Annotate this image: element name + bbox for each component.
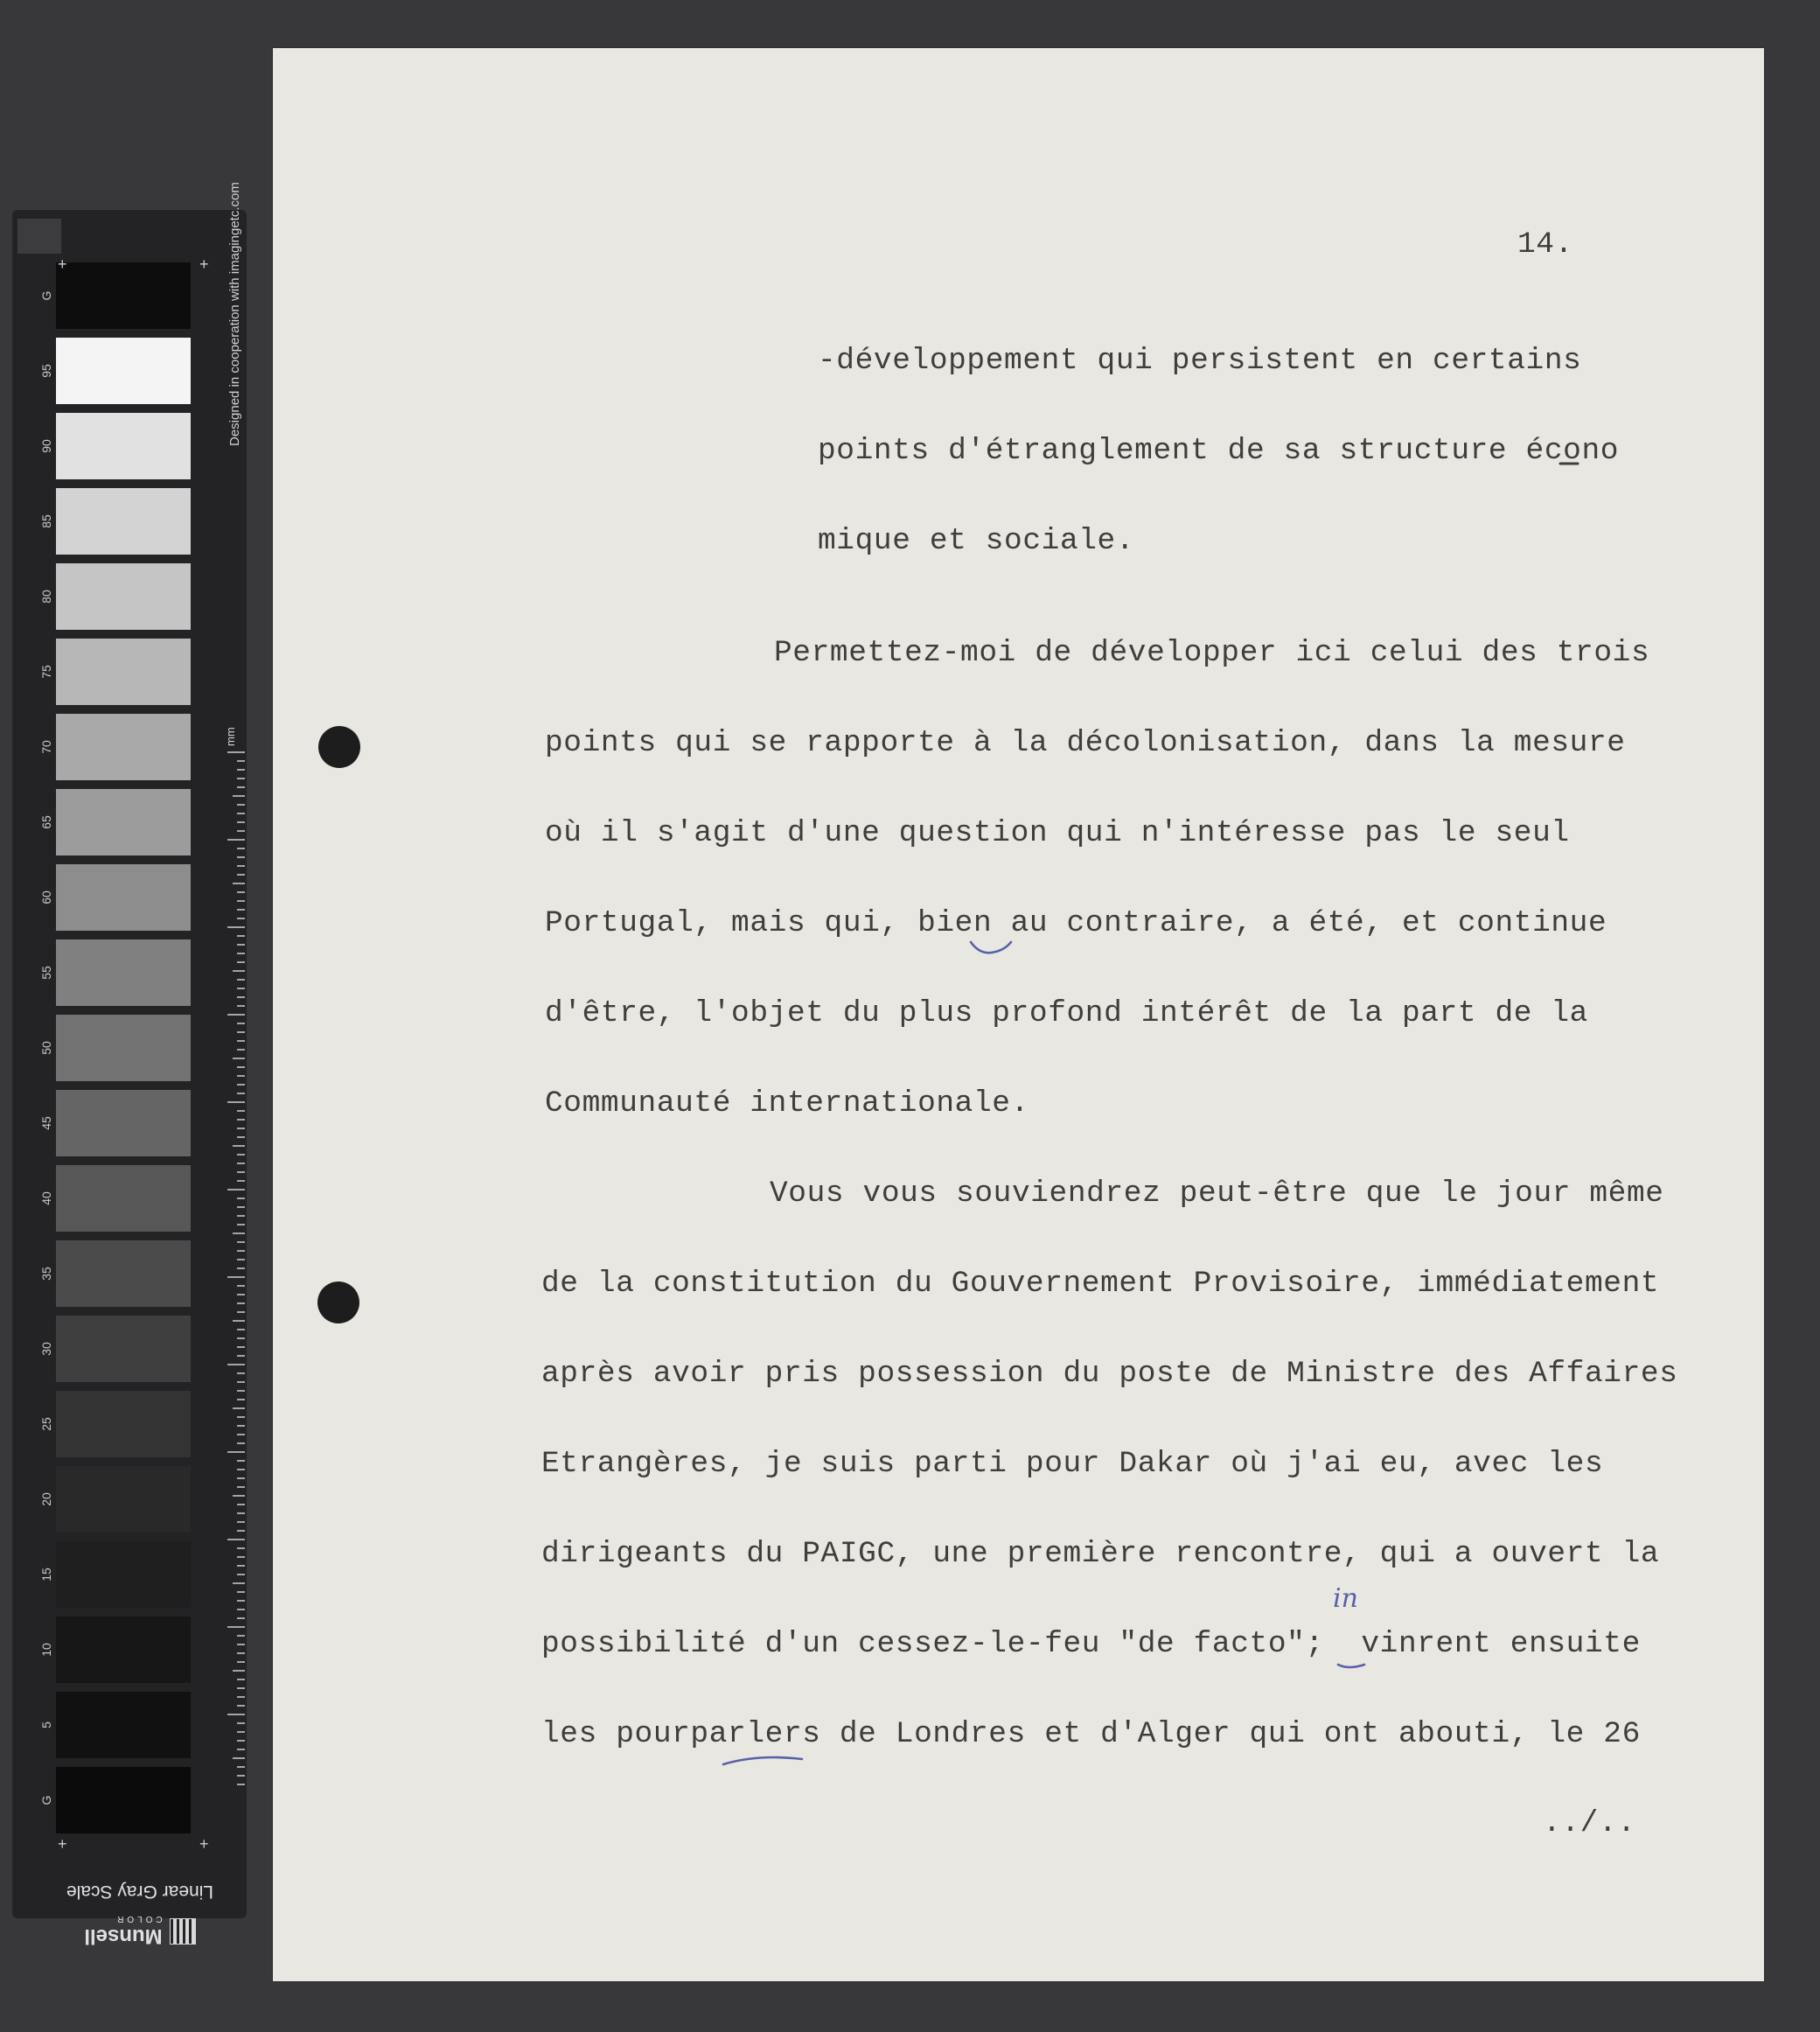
gray-patch xyxy=(56,1617,191,1683)
scale-unit: mm xyxy=(224,727,237,746)
munsell-mark-icon xyxy=(170,1918,196,1945)
gray-patch xyxy=(56,413,191,479)
gray-patch-label: 35 xyxy=(39,1267,53,1281)
text-line: Portugal, mais qui, bien au contraire, a été, et continue xyxy=(545,906,1607,940)
gray-patch xyxy=(56,789,191,855)
gray-patch-label: 20 xyxy=(39,1492,53,1506)
gray-patch xyxy=(56,939,191,1006)
gray-patch-label: 45 xyxy=(39,1116,53,1130)
text-line: Permettez-moi de développer ici celui des trois xyxy=(774,636,1650,670)
text-line: où il s'agit d'une question qui n'intéresse pas le seul xyxy=(545,816,1570,850)
text-line: les pourparlers de Londres et d'Alger qui ont abouti, le 26 xyxy=(541,1717,1641,1751)
gray-patch xyxy=(56,338,191,404)
gray-patch xyxy=(56,1391,191,1457)
gray-patch-label: 55 xyxy=(39,966,53,980)
text-line: points d'étranglement de sa structure écono xyxy=(818,434,1620,468)
gray-patch xyxy=(56,1692,191,1758)
gray-patch-label: 80 xyxy=(39,590,53,604)
gray-patch-label: 60 xyxy=(39,890,53,904)
gray-patch xyxy=(56,714,191,780)
gray-patch-label: 30 xyxy=(39,1342,53,1356)
gray-patch xyxy=(56,864,191,931)
continuation-mark: ../.. xyxy=(1543,1806,1636,1840)
plus-mark: + xyxy=(58,1835,67,1853)
text-line: Communauté internationale. xyxy=(545,1086,1029,1121)
gray-patch-label: G xyxy=(39,1795,53,1805)
gray-patch xyxy=(56,1090,191,1156)
gray-patch xyxy=(56,1240,191,1307)
text-line: mique et sociale. xyxy=(818,524,1135,558)
gray-patch xyxy=(56,1165,191,1232)
gray-patch-label: 50 xyxy=(39,1041,53,1055)
text-line: de la constitution du Gouvernement Provisoire, immédiatement xyxy=(541,1267,1660,1301)
swirl-mark xyxy=(971,942,1011,953)
gray-patch-label: 15 xyxy=(39,1568,53,1582)
text-line: Etrangères, je suis parti pour Dakar où j'ai eu, avec les xyxy=(541,1447,1604,1481)
gray-patch xyxy=(56,1316,191,1382)
plus-mark: + xyxy=(58,255,67,273)
text-line: points qui se rapporte à la décolonisation, dans la mesure xyxy=(545,726,1626,760)
munsell-sub: COLOR xyxy=(114,1914,163,1924)
typed-page xyxy=(273,48,1764,1981)
plus-mark: + xyxy=(199,1835,209,1853)
handwritten-annotations xyxy=(273,48,1764,1981)
card-tab xyxy=(17,219,61,254)
gray-patch-label: G xyxy=(39,290,53,301)
handwritten-correction: in xyxy=(1333,1583,1358,1614)
gray-patch xyxy=(56,1015,191,1081)
gray-patch-label: 10 xyxy=(39,1643,53,1657)
plus-mark: + xyxy=(199,255,209,273)
scale-name: Linear Gray Scale xyxy=(66,1882,214,1902)
gray-patch-label: 5 xyxy=(39,1721,53,1728)
text-line: possibilité d'un cessez-le-feu "de facto"; vinrent ensuite xyxy=(541,1627,1641,1661)
text-line: dirigeants du PAIGC, une première rencontre, qui a ouvert la xyxy=(541,1537,1660,1571)
gray-patch-label: 25 xyxy=(39,1417,53,1431)
gray-patch xyxy=(56,1767,191,1833)
munsell-logo xyxy=(52,1916,227,1947)
underline-mark xyxy=(1338,1665,1364,1667)
mm-ruler xyxy=(226,751,245,1791)
gray-patch xyxy=(56,1541,191,1608)
gray-patch-label: 75 xyxy=(39,665,53,679)
gray-patch xyxy=(56,262,191,329)
gray-patch xyxy=(56,639,191,705)
text-line: d'être, l'objet du plus profond intérêt de la part de la xyxy=(545,996,1588,1030)
gray-patch xyxy=(56,1466,191,1533)
gray-patch xyxy=(56,488,191,555)
text-line: après avoir pris possession du poste de Ministre des Affaires xyxy=(541,1357,1678,1391)
gray-patch-label: 90 xyxy=(39,439,53,453)
text-line: Vous vous souviendrez peut-être que le jour même xyxy=(770,1177,1664,1211)
gray-patch-label: 95 xyxy=(39,364,53,378)
gray-patch xyxy=(56,563,191,630)
gray-patch-label: 85 xyxy=(39,514,53,528)
gray-patch-label: 70 xyxy=(39,740,53,754)
gray-patch-label: 65 xyxy=(39,815,53,829)
munsell-brand: Munsell xyxy=(84,1924,163,1949)
gray-patch-label: 40 xyxy=(39,1191,53,1205)
page-number: 14. xyxy=(1517,227,1573,262)
underline-mark xyxy=(723,1757,802,1764)
text-line: -développement qui persistent en certains xyxy=(818,344,1582,378)
scale-credit: Designed in cooperation with imagingetc.com xyxy=(227,182,242,446)
